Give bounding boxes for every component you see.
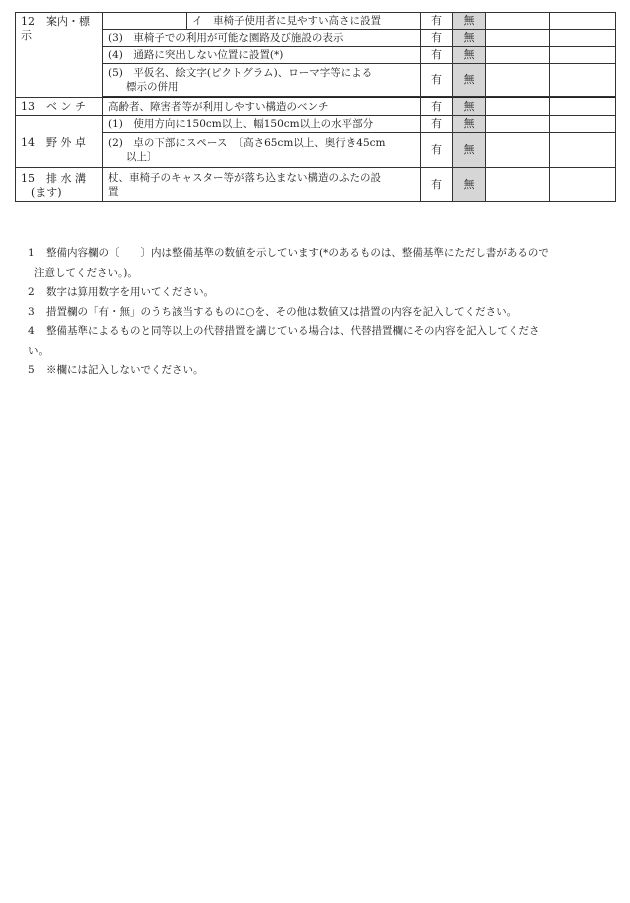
option-mu[interactable]: 無 bbox=[453, 98, 486, 116]
note-number: 2 bbox=[28, 286, 35, 298]
option-mu[interactable]: 無 bbox=[453, 133, 486, 168]
category-drain bbox=[16, 168, 103, 202]
office-use-cell bbox=[550, 13, 616, 30]
note-text-line: 数字は算用数字を用いてください。 bbox=[46, 286, 214, 298]
alternative-measure-cell[interactable] bbox=[486, 47, 550, 64]
option-ari[interactable]: 有 bbox=[421, 47, 453, 64]
item-sign-route: (3) 車椅子での利用が可能な園路及び施設の表示 bbox=[103, 30, 421, 47]
category-text-line: (ます) bbox=[31, 185, 62, 199]
office-use-cell bbox=[550, 64, 616, 97]
item-text-line: 置 bbox=[108, 185, 119, 198]
item-text-line: 杖、車椅子のキャスター等が落ち込まない構造のふたの設 bbox=[108, 171, 381, 184]
item-drain-cover bbox=[103, 168, 421, 202]
note-item bbox=[28, 303, 618, 323]
note-number: 3 bbox=[28, 305, 35, 318]
item-table-knee-space bbox=[103, 133, 421, 168]
item-sign-height: イ 車椅子使用者に見やすい高さに設置 bbox=[187, 13, 421, 30]
option-mu[interactable]: 無 bbox=[453, 168, 486, 202]
alternative-measure-cell[interactable] bbox=[486, 13, 550, 30]
item-sign-pictogram bbox=[103, 64, 421, 97]
alternative-measure-cell[interactable] bbox=[486, 30, 550, 47]
office-use-cell bbox=[550, 47, 616, 64]
category-text-line: 15 排 水 溝 bbox=[21, 171, 86, 185]
option-ari[interactable]: 有 bbox=[421, 133, 453, 168]
option-mu[interactable]: 無 bbox=[453, 30, 486, 47]
note-item bbox=[28, 322, 618, 361]
option-mu[interactable]: 無 bbox=[453, 47, 486, 64]
item-text-line: 以上〕 bbox=[126, 151, 158, 163]
option-mu[interactable]: 無 bbox=[453, 116, 486, 133]
option-ari[interactable]: 有 bbox=[421, 116, 453, 133]
item-table-flat: (1) 使用方向に150cm以上、幅150cm以上の水平部分 bbox=[103, 116, 421, 133]
item-sign-position: (4) 通路に突出しない位置に設置(*) bbox=[103, 47, 421, 64]
option-ari[interactable]: 有 bbox=[421, 13, 453, 30]
office-use-cell bbox=[550, 30, 616, 47]
office-use-cell bbox=[550, 168, 616, 202]
alternative-measure-cell[interactable] bbox=[486, 64, 550, 97]
note-number: 4 bbox=[28, 325, 35, 337]
office-use-cell bbox=[550, 116, 616, 133]
alternative-measure-cell[interactable] bbox=[486, 98, 550, 116]
office-use-cell bbox=[550, 98, 616, 116]
item-bench: 高齢者、障害者等が利用しやすい構造のベンチ bbox=[103, 98, 421, 116]
facility-checklist-table bbox=[15, 12, 616, 202]
option-ari[interactable]: 有 bbox=[421, 98, 453, 116]
note-item bbox=[28, 244, 618, 283]
notes-section bbox=[28, 244, 618, 381]
note-text-line: 注意してください。)。 bbox=[34, 266, 138, 279]
note-text-line: い。 bbox=[28, 344, 49, 357]
item-text-line: (2) 卓の下部にスペース 〔高さ65cm以上、奥行き45cm bbox=[108, 137, 386, 149]
note-item bbox=[28, 283, 618, 303]
note-text-line: 整備内容欄の〔 〕内は整備基準の数値を示しています(*のあるものは、整備基準にただし書があるので bbox=[46, 247, 549, 259]
note-number: 1 bbox=[28, 247, 35, 259]
item-text-line: (5) 平仮名、絵文字(ピクトグラム)、ローマ字等による bbox=[108, 67, 373, 79]
alternative-measure-cell[interactable] bbox=[486, 116, 550, 133]
note-number: 5 bbox=[28, 364, 35, 376]
note-item bbox=[28, 361, 618, 381]
option-mu[interactable]: 無 bbox=[453, 13, 486, 30]
item-text-line: 標示の併用 bbox=[126, 81, 179, 93]
option-ari[interactable]: 有 bbox=[421, 64, 453, 97]
option-mu[interactable]: 無 bbox=[453, 64, 486, 97]
subcategory-cell bbox=[103, 13, 187, 30]
note-text-line: 整備基準によるものと同等以上の代替措置を講じている場合は、代替措置欄にその内容を記入してくださ bbox=[46, 325, 540, 337]
note-text-line: 措置欄の「有・無」のうち該当するものに○を、その他は数値又は措置の内容を記入してください。 bbox=[46, 305, 518, 318]
category-bench: 13 ベ ン チ bbox=[16, 98, 103, 116]
alternative-measure-cell[interactable] bbox=[486, 133, 550, 168]
alternative-measure-cell[interactable] bbox=[486, 168, 550, 202]
note-text-line: ※欄には記入しないでください。 bbox=[46, 364, 204, 376]
category-outdoor-table: 14 野 外 卓 bbox=[16, 116, 103, 168]
office-use-cell bbox=[550, 133, 616, 168]
option-ari[interactable]: 有 bbox=[421, 30, 453, 47]
category-sign: 12 案内・標示 bbox=[16, 13, 103, 98]
option-ari[interactable]: 有 bbox=[421, 168, 453, 202]
